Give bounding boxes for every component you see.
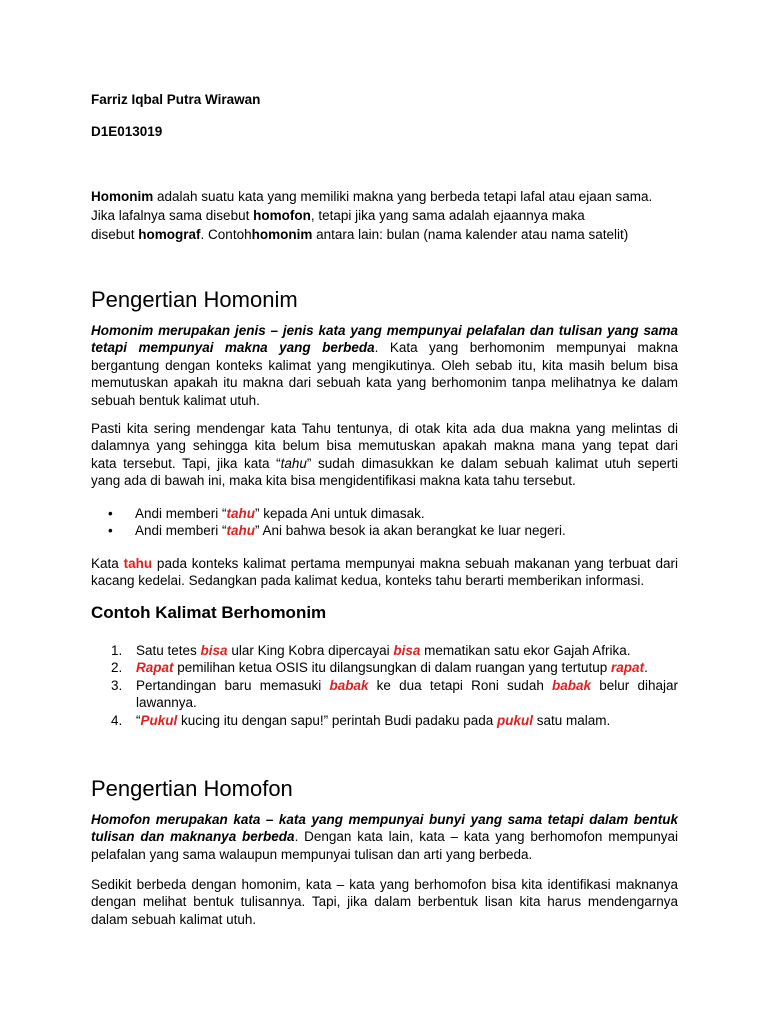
keyword: rapat [611, 660, 645, 676]
homofon-paragraph-2 [91, 876, 678, 928]
text-line: Homofon merupakan kata – kata yang mempunyai bunyi yang sama tetapi dalam bentuk [91, 812, 678, 827]
keyword: babak [329, 677, 369, 693]
text-line: tulisan dan maknanya berbeda. Dengan kata lain, kata – kata yang berhomofon mempunyai [91, 829, 679, 845]
text-line: memutuskan apakah itu makna dari sebuah kata yang berhomonim tanpa melihatnya ke dalam [91, 375, 678, 391]
intro-term-homonim-2: homonim [251, 227, 313, 242]
text-line: pelafalan yang sama walaupun mempunyai tulisan dan arti yang berbeda. [91, 846, 533, 862]
bullet-icon: • [108, 506, 113, 521]
list-item: • Andi memberi “ tahu ” Ani bahwa besok ia akan berangkat ke luar negeri. [108, 523, 566, 539]
text-line: sebuah bentuk kalimat utuh. [91, 392, 260, 408]
keyword: bisa [393, 643, 421, 658]
keyword-tahu: tahu [226, 506, 256, 521]
keyword-tahu: tahu [226, 523, 256, 539]
text-line: yang ada di bawah ini, maka kita bisa mengidentifikasi makna kata tahu tersebut. [91, 473, 576, 489]
contoh-numbered-list [111, 642, 678, 729]
intro-text: disebut [91, 227, 139, 242]
heading-contoh-kalimat: Contoh Kalimat Berhomonim [91, 603, 327, 622]
intro-term-homofon: homofon [253, 208, 311, 223]
text-line: Sedikit berbeda dengan homonim, kata – kata yang berhomofon bisa kita identifikasi maknanya [91, 877, 678, 892]
homonim-paragraph-3 [91, 555, 678, 590]
heading-pengertian-homonim: Pengertian Homonim [91, 287, 298, 312]
list-item: 1. Satu tetes bisa ular King Kobra dipercayai bisa mematikan satu ekor Gajah Afrika. [111, 643, 631, 658]
text-line: bergantung dengan konteks kalimat yang mengikutinya. Oleh sebab itu, kita masih belum bisa [91, 357, 678, 373]
text-line: Homonim merupakan jenis – jenis kata yang mempunyai pelafalan dan tulisan yang sama [91, 323, 678, 338]
intro-line-2 [91, 206, 585, 225]
intro-line-3 [91, 225, 628, 244]
keyword: bisa [200, 643, 228, 658]
tahu-example-list [108, 505, 566, 540]
homonim-paragraph-1 [91, 322, 678, 409]
list-item: 2. Rapat pemilihan ketua OSIS itu dilangsungkan di dalam ruangan yang tertutup rapat. [111, 660, 648, 676]
text-line: tetapi mempunyai makna yang berbeda. Kata yang berhomonim mempunyai makna [91, 340, 678, 356]
keyword: pukul [497, 712, 534, 728]
homofon-paragraph-1 [91, 811, 678, 863]
homonim-paragraph-2 [91, 420, 678, 490]
intro-term-homonim: Homonim [91, 189, 154, 204]
intro-line-1 [91, 187, 652, 206]
keyword: Pukul [140, 712, 178, 728]
text-line: kata tersebut. Tapi, jika kata “tahu” sudah dimasukkan ke dalam sebuah kalimat utuh seperti [91, 455, 678, 471]
text-line: kacang kedelai. Sedangkan pada kalimat kedua, konteks tahu berarti memberikan informasi. [91, 573, 645, 589]
intro-term-homograf: homograf [138, 227, 201, 242]
text-line: dalam sebuah kalimat utuh. [91, 911, 257, 927]
heading-pengertian-homofon: Pengertian Homofon [91, 776, 293, 801]
list-item: • Andi memberi “ tahu ” kepada Ani untuk dimasak. [108, 506, 425, 521]
student-id: D1E013019 [91, 124, 163, 139]
text-line: Kata tahu pada konteks kalimat pertama mempunyai makna sebuah makanan yang terbuat dari [91, 556, 678, 571]
text-line: Pasti kita sering mendengar kata Tahu tentunya, di otak kita ada dua makna yang melintas di [91, 421, 678, 436]
text-line: dalamnya yang sehingga kita belum bisa memutuskan apakah makna mana yang tepat dari [91, 438, 678, 454]
text-line: dengan melihat bentuk tulisannya. Tapi, jika dalam berbentuk lisan kita harus mendengarnya [91, 894, 678, 910]
keyword: babak [552, 677, 592, 693]
bullet-icon: • [108, 523, 113, 539]
list-item: 3. Pertandingan baru memasuki babak ke dua tetapi Roni sudah babak belur dihajar lawannya. [111, 677, 679, 711]
intro-text: adalah suatu kata yang memiliki makna yang berbeda tetapi lafal atau ejaan sama. [153, 189, 653, 204]
intro-text: antara lain: bulan (nama kalender atau nama satelit) [312, 227, 629, 242]
keyword-tahu: tahu [123, 556, 153, 571]
keyword: Rapat [136, 660, 174, 676]
list-item: 4. “Pukul kucing itu dengan sapu!” perintah Budi padaku pada pukul satu malam. [111, 712, 611, 728]
author-name: Farriz Iqbal Putra Wirawan [91, 92, 261, 107]
intro-text: . Contoh [200, 227, 252, 242]
intro-text: , tetapi jika yang sama adalah ejaannya maka [310, 208, 585, 223]
intro-text: Jika lafalnya sama disebut [91, 208, 254, 223]
